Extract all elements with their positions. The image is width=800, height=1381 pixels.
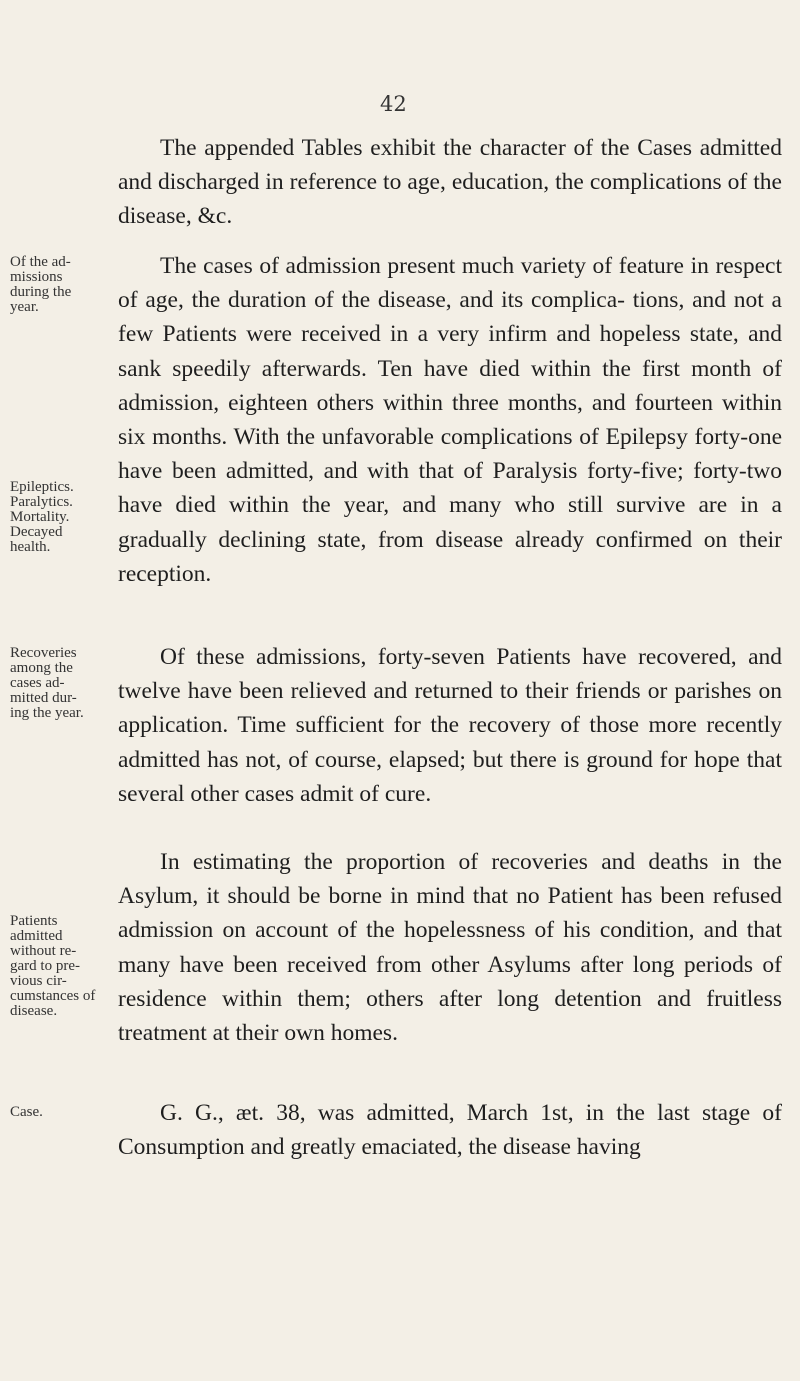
paragraph-case	[118, 1096, 782, 1164]
margin-note-epileptics: Epileptics. Paralytics. Mortality. Decayed health.	[10, 479, 74, 555]
margin-note-recoveries: Recoveries among the cases ad- mitted dur- ing the year.	[10, 645, 84, 721]
paragraph-recoveries	[118, 640, 782, 811]
margin-note-patients-admitted: Patients admitted without re- gard to pre- vious cir- cumstances of disease.	[10, 913, 96, 1019]
paragraph-intro	[118, 131, 782, 234]
margin-note-case: Case.	[10, 1104, 43, 1120]
page-number: 42	[380, 92, 407, 116]
paragraph-admissions	[118, 249, 782, 591]
paragraph-recoveries-text: Of these admissions, forty-seven Patients have recovered, and twelve have been relieved and returned to their friends or parishes on application. Time sufficient for the recovery of those more recently admitted has not, of course, elapsed; but there is ground for hope that several other cases admit of cure.	[118, 644, 782, 807]
paragraph-estimating	[118, 845, 782, 1050]
paragraph-case-text: G. G., æt. 38, was admitted, March 1st, in the last stage of Consumption and greatly emaciated, the disease having	[118, 1100, 782, 1161]
paragraph-estimating-text: In estimating the proportion of recoveries and deaths in the Asylum, it should be borne in mind that no Patient has been refused admission on account of the hopelessness of his condition, and that many have been received from other Asylums after long periods of residence within them; others after long detention and fruitless treatment at their own homes.	[118, 849, 782, 1047]
paragraph-intro-text: The appended Tables exhibit the character of the Cases admitted and discharged in reference to age, education, the complications of the disease, &c.	[118, 135, 782, 230]
paragraph-admissions-text: The cases of admission present much variety of feature in respect of age, the duration of the disease, and its complica- tions, and not a few Patients were received in a very infirm and hopeless state, and sank speedily afterwards. Ten have died within the first month of admission, eighteen others within three months, and fourteen within six months. With the unfavorable complications of Epilepsy forty-one have been admitted, and with that of Paralysis forty-five; forty-two have died within the year, and many who still survive are in a gradually declining state, from disease already confirmed on their reception.	[118, 253, 782, 587]
margin-note-admissions: Of the ad- missions during the year.	[10, 254, 72, 315]
